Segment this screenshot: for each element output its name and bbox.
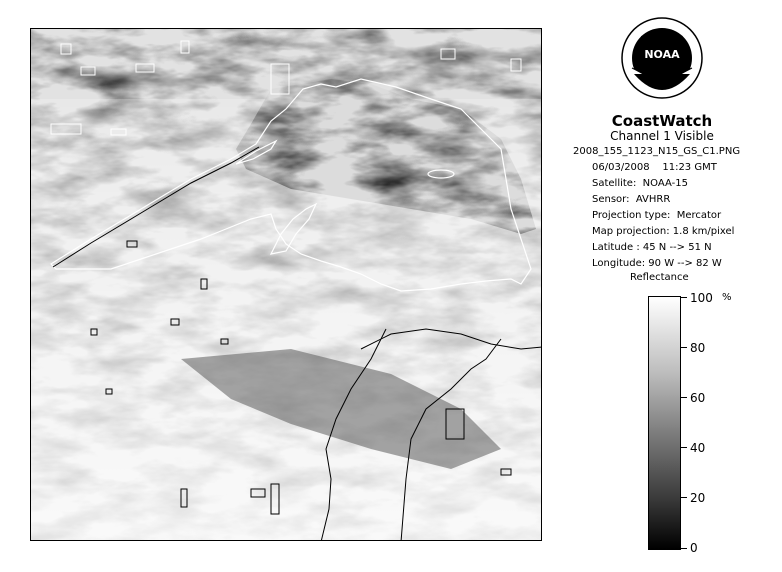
tick-mark: [681, 497, 687, 498]
longitude-range: Longitude: 90 W --> 82 W: [592, 258, 722, 269]
cloud-layer: [31, 29, 542, 541]
satellite-map[interactable]: [30, 28, 542, 541]
page-title: CoastWatch: [611, 112, 713, 130]
tick-label-100: 100: [690, 291, 713, 305]
logo-text: NOAA: [644, 48, 680, 61]
tick-label-20: 20: [690, 491, 706, 505]
tick-mark: [681, 397, 687, 398]
satellite-image: [31, 29, 542, 541]
legend-unit: %: [722, 292, 732, 303]
sensor-label: Sensor: AVHRR: [592, 194, 671, 205]
projection-type: Projection type: Mercator: [592, 210, 722, 221]
acquisition-datetime: 06/03/2008 11:23 GMT: [592, 162, 717, 173]
tick-mark: [681, 347, 687, 348]
satellite-label: Satellite: NOAA-15: [592, 178, 688, 189]
filename: 2008_155_1123_N15_GS_C1.PNG: [573, 146, 741, 157]
latitude-range: Latitude : 45 N --> 51 N: [592, 242, 712, 253]
map-projection: Map projection: 1.8 km/pixel: [592, 226, 735, 237]
tick-label-60: 60: [690, 391, 706, 405]
legend-title: Reflectance: [630, 272, 689, 283]
tick-mark: [681, 548, 687, 549]
tick-label-0: 0: [690, 541, 698, 555]
tick-label-40: 40: [690, 441, 706, 455]
tick-mark: [681, 447, 687, 448]
reflectance-colorbar: [648, 296, 681, 550]
tick-mark: [681, 297, 687, 298]
channel-subtitle: Channel 1 Visible: [610, 129, 714, 143]
noaa-logo: [620, 16, 704, 100]
tick-label-80: 80: [690, 341, 706, 355]
